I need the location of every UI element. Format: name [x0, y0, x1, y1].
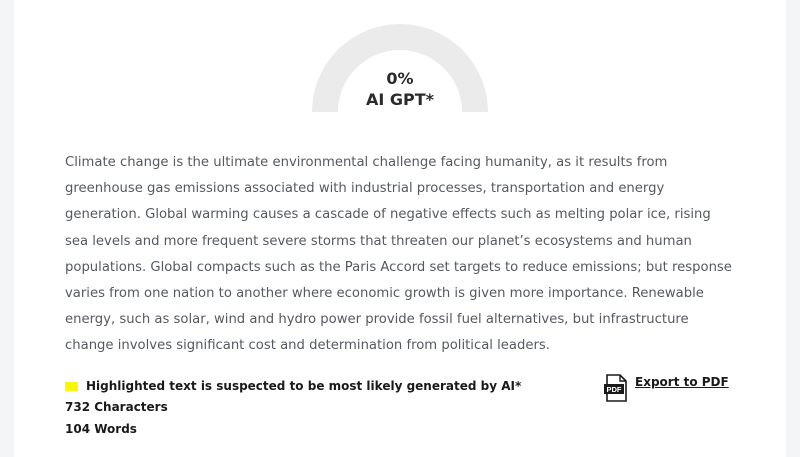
export-pdf-button[interactable] — [604, 374, 729, 406]
export-pdf-label[interactable]: Export to PDF — [635, 375, 729, 389]
pdf-icon-text: PDF — [606, 385, 622, 395]
ai-score-gauge — [310, 20, 490, 112]
analyzed-text: Climate change is the ultimate environmental challenge facing humanity, as it results from greenhouse gas emissions associated with industrial processes, transportation and energy generation. Global warming causes a cascade of negative effects such as melting polar ice, rising sea levels and more frequent severe storms that threaten our planet’s ecosystems and human populations. Global compacts such as the Paris Accord set targets to reduce emissions; but response varies from one nation to another where economic growth is given more importance. Renewable energy, such as solar, wind and hydro power provide fossil fuel alternatives, but infrastructure change involves significant cost and determination from political leaders. — [65, 155, 732, 354]
highlight-legend — [65, 377, 521, 395]
ai-score-percent: 0% — [386, 69, 414, 88]
highlight-legend-text: Highlighted text is suspected to be most likely generated by AI* — [86, 379, 522, 393]
word-count: 104 Words — [65, 422, 137, 436]
character-count: 732 Characters — [65, 400, 168, 414]
highlight-swatch — [65, 382, 78, 391]
ai-score-label: AI GPT* — [365, 90, 435, 109]
result-card — [14, 0, 786, 457]
pdf-icon — [604, 374, 635, 406]
